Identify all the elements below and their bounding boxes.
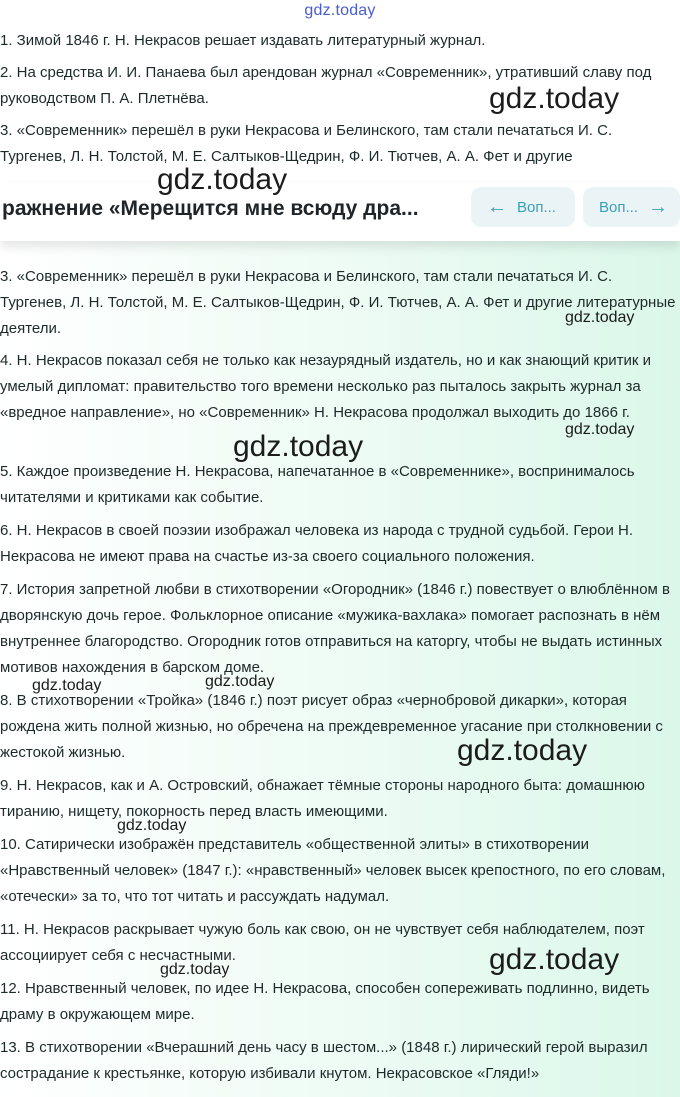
answer-paragraph-10: 10. Сатирически изображён представитель «общественной элиты» в стихотворении «Нравственный человек» (1847 г.): «нравственный» человек высек крепостного, по его словам, «отечески» за то, что тот читать и рассуждать надумал. — [0, 836, 666, 905]
answer-paragraph-3: 3. «Современник» перешёл в руки Некрасова и Белинского, там стали печататься И. С. Тургенев, Л. Н. Толстой, М. Е. Салтыков-Щедрин, Ф. И. Тютчев, А. А. Фет и другие литературные деятели. — [0, 268, 676, 337]
paragraph-2: 2. На средства И. И. Панаева был арендован журнал «Современник», утративший славу под руководством П. А. Плетнёва. — [0, 64, 652, 107]
answer-paragraph-7: 7. История запретной любви в стихотворении «Огородник» (1846 г.) повествует о влюблённом в дворянскую дочь герое. Фольклорное описание «мужика-вахлака» помогает распознать в нём внутреннее благородство. Огородник готов отправиться на каторгу, чтобы не выдать истинных мотивов нахождения в барском доме. — [0, 581, 671, 676]
watermark: gdz.today — [457, 734, 588, 767]
watermark: gdz.today — [117, 817, 187, 834]
page-title: ражнение «Мерещится мне всюду дра... — [2, 197, 419, 220]
prev-question-button[interactable] — [471, 187, 575, 227]
watermark: gdz.today — [489, 82, 620, 115]
arrow-left-icon: ← — [487, 196, 507, 218]
answer-paragraph-8: 8. В стихотворении «Тройка» (1846 г.) поэт рисует образ «чернобровой дикарки», которая рождена жить полной жизнью, но обречена на преждевременное угасание при столкновении с жестокой жизнью. — [0, 692, 663, 761]
arrow-right-icon: → — [647, 196, 668, 218]
paragraph-3: 3. «Современник» перешёл в руки Некрасова и Белинского, там стали печататься И. С. Тургенев, Л. Н. Толстой, М. Е. Салтыков-Щедрин, Ф. И. Тютчев, А. А. Фет и другие — [0, 122, 613, 165]
answer-paragraph-11: 11. Н. Некрасов раскрывает чужую боль как свою, он не чувствует себя наблюдателем, поэт ассоциирует себя с несчастными. — [0, 921, 645, 964]
watermark: gdz.today — [565, 309, 635, 326]
next-question-label: Воп... — [599, 198, 638, 216]
watermark: gdz.today — [160, 961, 230, 978]
next-question-button[interactable] — [583, 187, 680, 227]
answer-paragraph-9: 9. Н. Некрасов, как и А. Островский, обнажает тёмные стороны народного быта: домашнюю тиранию, нищету, покорность перед власть имеющими. — [0, 777, 645, 820]
watermark: gdz.today — [565, 421, 635, 438]
answer-paragraph-6: 6. Н. Некрасов в своей поэзии изображал человека из народа с трудной судьбой. Герои Н. Некрасова не имеют права на счастье из-за своего социального положения. — [0, 522, 634, 565]
answer-paragraph-4: 4. Н. Некрасов показал себя не только как незаурядный издатель, но и как знающий критик и умелый дипломат: правительство того времени несколько раз пыталось закрыть журнал за «вредное направление», но «Современник» Н. Некрасова продолжал выходить до 1866 г. — [0, 352, 652, 421]
sticky-header — [0, 183, 680, 241]
watermark: gdz.today — [489, 943, 620, 976]
prev-question-label: Воп... — [517, 198, 556, 216]
top-watermark: gdz.today — [304, 2, 376, 19]
paragraph-1: 1. Зимой 1846 г. Н. Некрасов решает издавать литературный журнал. — [0, 32, 486, 49]
answer-paragraph-12: 12. Нравственный человек, по идее Н. Некрасова, способен сопереживать подлинно, видеть драму в окружающем мире. — [0, 980, 650, 1023]
answer-paragraph-5: 5. Каждое произведение Н. Некрасова, напечатанное в «Современнике», воспринималось читателями и критиками как событие. — [0, 463, 635, 506]
watermark: gdz.today — [233, 430, 364, 463]
watermark: gdz.today — [157, 163, 288, 196]
answer-paragraph-13: 13. В стихотворении «Вчерашний день часу в шестом...» (1848 г.) лирический герой выразил сострадание к крестьянке, которую избивали кнутом. Некрасовское «Гляди!» — [0, 1039, 648, 1082]
watermark: gdz.today — [205, 673, 275, 690]
watermark: gdz.today — [32, 677, 102, 694]
